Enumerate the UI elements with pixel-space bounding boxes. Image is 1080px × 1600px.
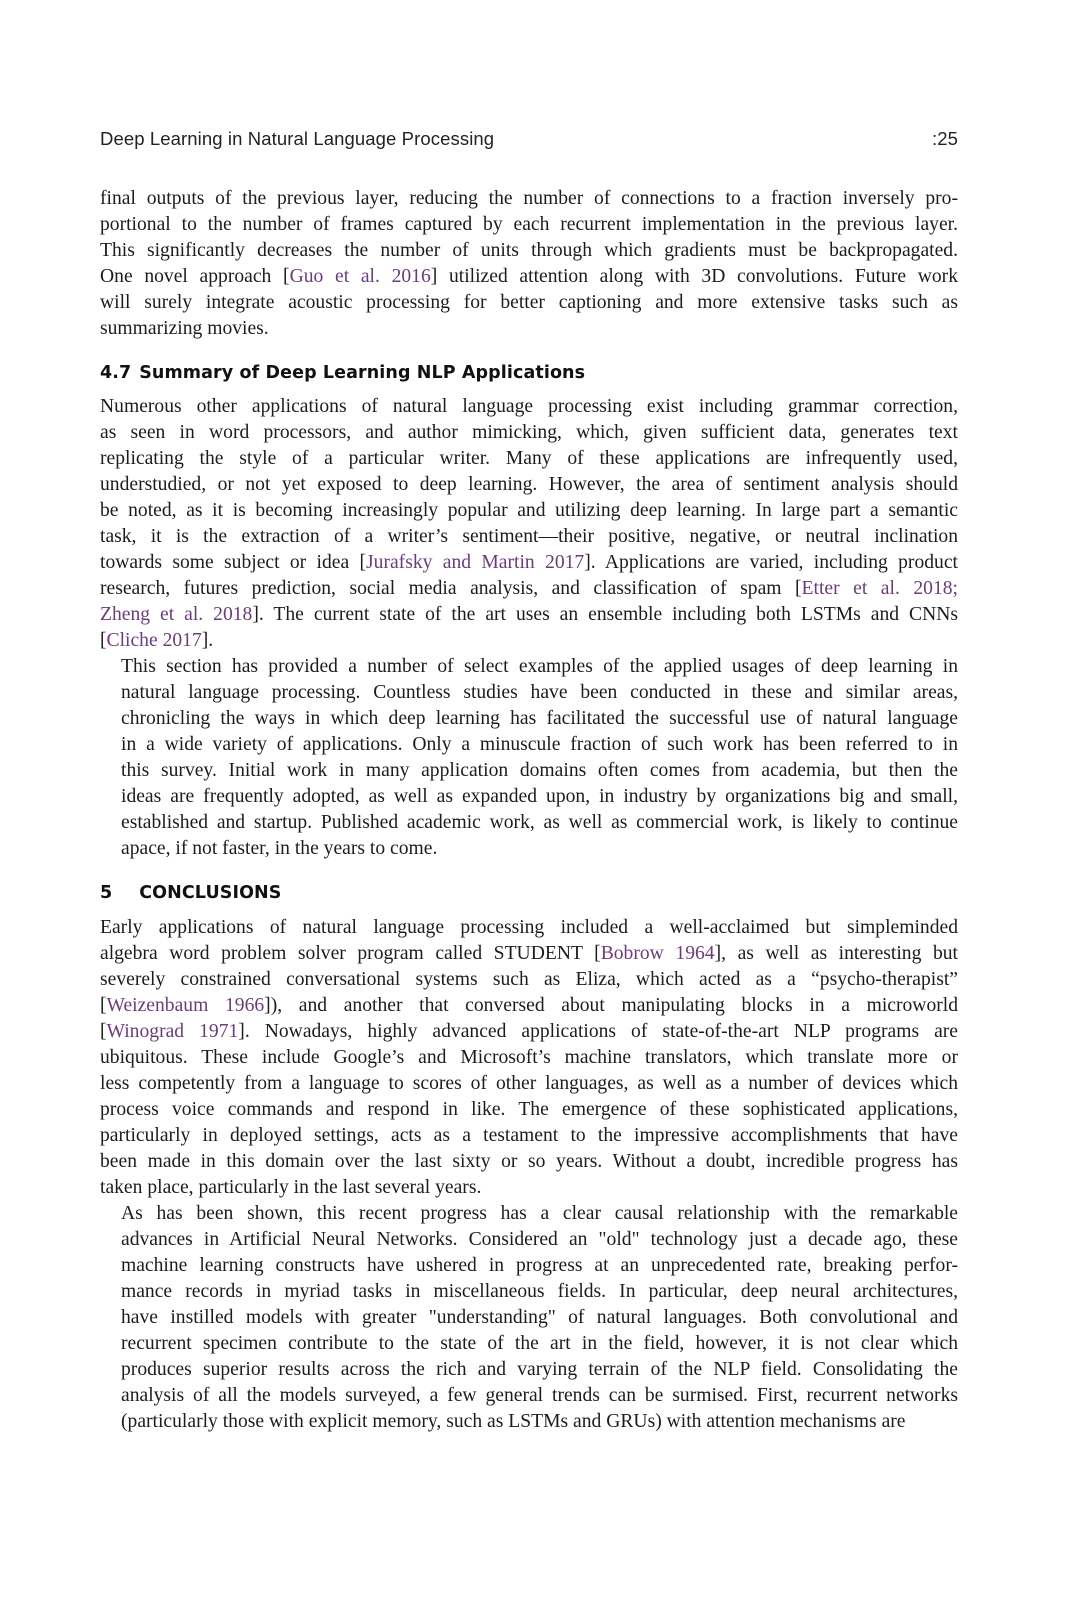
text-line: ideas are frequently adopted, as well as expanded upon, in industry by organizations big and small, [121, 786, 958, 807]
text-line: replicating the style of a particular writer. Many of these applications are infrequently used, [100, 448, 958, 469]
text-line: mance records in myriad tasks in miscellaneous fields. In particular, deep neural architectures, [121, 1281, 958, 1302]
citation-link[interactable]: Weizenbaum 1966 [106, 995, 265, 1016]
text-line: have instilled models with greater "understanding" of natural languages. Both convolutional and [121, 1307, 958, 1328]
paragraph [100, 654, 958, 862]
text-line: in a wide variety of applications. Only a minuscule fraction of such work has been referred to in [121, 734, 958, 755]
citation-link[interactable]: Cliche 2017 [106, 630, 202, 651]
paragraph [100, 186, 958, 342]
text-line: severely constrained conversational systems such as Eliza, which acted as a “psycho-therapist” [100, 969, 958, 990]
text-line: Numerous other applications of natural language processing exist including grammar correction, [100, 396, 958, 417]
text-line: [Cliche 2017]. [100, 630, 214, 651]
text-line: been made in this domain over the last sixty or so years. Without a doubt, incredible progress has [100, 1151, 958, 1172]
text-line: particularly in deployed settings, acts as a testament to the impressive accomplishments that have [100, 1125, 958, 1146]
section-5-body [100, 915, 958, 1435]
text-line: established and startup. Published academic work, as well as commercial work, is likely to continue [121, 812, 958, 833]
text-line: taken place, particularly in the last several years. [100, 1177, 482, 1198]
section-heading-5 [100, 883, 282, 903]
citation-link[interactable]: Bobrow 1964 [600, 943, 715, 964]
text-line: recurrent specimen contribute to the state of the art in the field, however, it is not clear which [121, 1333, 958, 1354]
running-head-title: Deep Learning in Natural Language Processing [100, 128, 495, 149]
text-line: be noted, as it is becoming increasingly popular and utilizing deep learning. In large part a semantic [100, 500, 958, 521]
text-line: (particularly those with explicit memory, such as LSTMs and GRUs) with attention mechanisms are [121, 1411, 906, 1432]
citation-link[interactable]: Guo et al. 2016 [289, 266, 431, 287]
page-number: :25 [931, 128, 958, 149]
section-number: 4.7 [100, 363, 132, 383]
text-line: advances in Artificial Neural Networks. Considered an "old" technology just a decade ago, these [121, 1229, 958, 1250]
section-title: Summary of Deep Learning NLP Applications [139, 363, 586, 383]
text-line: Zheng et al. 2018]. The current state of the art uses an ensemble including both LSTMs and CNNs [100, 604, 958, 625]
continued-paragraph [100, 186, 958, 342]
text-line: process voice commands and respond in like. The emergence of these sophisticated applications, [100, 1099, 958, 1120]
text-line: less competently from a language to scores of other languages, as well as a number of devices which [100, 1073, 958, 1094]
text-line: As has been shown, this recent progress has a clear causal relationship with the remarkable [121, 1203, 958, 1224]
text-line: understudied, or not yet exposed to deep learning. However, the area of sentiment analysis should [100, 474, 958, 495]
text-line: task, it is the extraction of a writer’s sentiment—their positive, negative, or neutral inclination [100, 526, 958, 547]
section-heading-4-7 [100, 363, 585, 383]
paragraph [100, 915, 958, 1201]
text-line: [Weizenbaum 1966]), and another that conversed about manipulating blocks in a microworld [100, 995, 959, 1016]
text-line: ubiquitous. These include Google’s and Microsoft’s machine translators, which translate more or [100, 1047, 958, 1068]
running-head [100, 128, 958, 150]
section-number: 5 [100, 883, 113, 903]
text-line: analysis of all the models surveyed, a few general trends can be surmised. First, recurrent networks [121, 1385, 958, 1406]
text-line: This significantly decreases the number of units through which gradients must be backpropagated. [100, 240, 958, 261]
section-title: CONCLUSIONS [139, 883, 282, 903]
paragraph [100, 394, 958, 654]
text-line: [Winograd 1971]. Nowadays, highly advanced applications of state-of-the-art NLP programs are [100, 1021, 959, 1042]
text-line: final outputs of the previous layer, reducing the number of connections to a fraction inversely pro- [100, 188, 958, 209]
citation-link[interactable]: Etter et al. 2018; [801, 578, 958, 599]
citation-link[interactable]: Winograd 1971 [106, 1021, 239, 1042]
text-line: summarizing movies. [100, 318, 269, 339]
text-line: One novel approach [Guo et al. 2016] utilized attention along with 3D convolutions. Future work [100, 266, 958, 287]
citation-link[interactable]: Jurafsky and Martin 2017 [366, 552, 585, 573]
citation-link[interactable]: Zheng et al. 2018 [100, 604, 253, 625]
text-line: machine learning constructs have ushered in progress at an unprecedented rate, breaking perfor- [121, 1255, 958, 1276]
text-line: natural language processing. Countless studies have been conducted in these and similar areas, [121, 682, 958, 703]
text-line: Early applications of natural language processing included a well-acclaimed but simpleminded [100, 917, 958, 938]
text-line: This section has provided a number of select examples of the applied usages of deep learning in [121, 656, 958, 677]
section-4-7-body [100, 394, 958, 862]
text-line: towards some subject or idea [Jurafsky and Martin 2017]. Applications are varied, including product [100, 552, 958, 573]
paragraph [100, 1201, 958, 1435]
text-line: as seen in word processors, and author mimicking, which, given sufficient data, generates text [100, 422, 958, 443]
text-line: algebra word problem solver program called STUDENT [Bobrow 1964], as well as interesting but [100, 943, 958, 964]
text-line: portional to the number of frames captured by each recurrent implementation in the previous layer. [100, 214, 958, 235]
text-line: apace, if not faster, in the years to come. [121, 838, 438, 859]
text-line: chronicling the ways in which deep learning has facilitated the successful use of natural language [121, 708, 958, 729]
text-line: will surely integrate acoustic processing for better captioning and more extensive tasks such as [100, 292, 958, 313]
text-line: research, futures prediction, social media analysis, and classification of spam [Etter et al. 2018; [100, 578, 958, 599]
text-line: this survey. Initial work in many application domains often comes from academia, but then the [121, 760, 958, 781]
text-line: produces superior results across the rich and varying terrain of the NLP field. Consolidating the [121, 1359, 958, 1380]
